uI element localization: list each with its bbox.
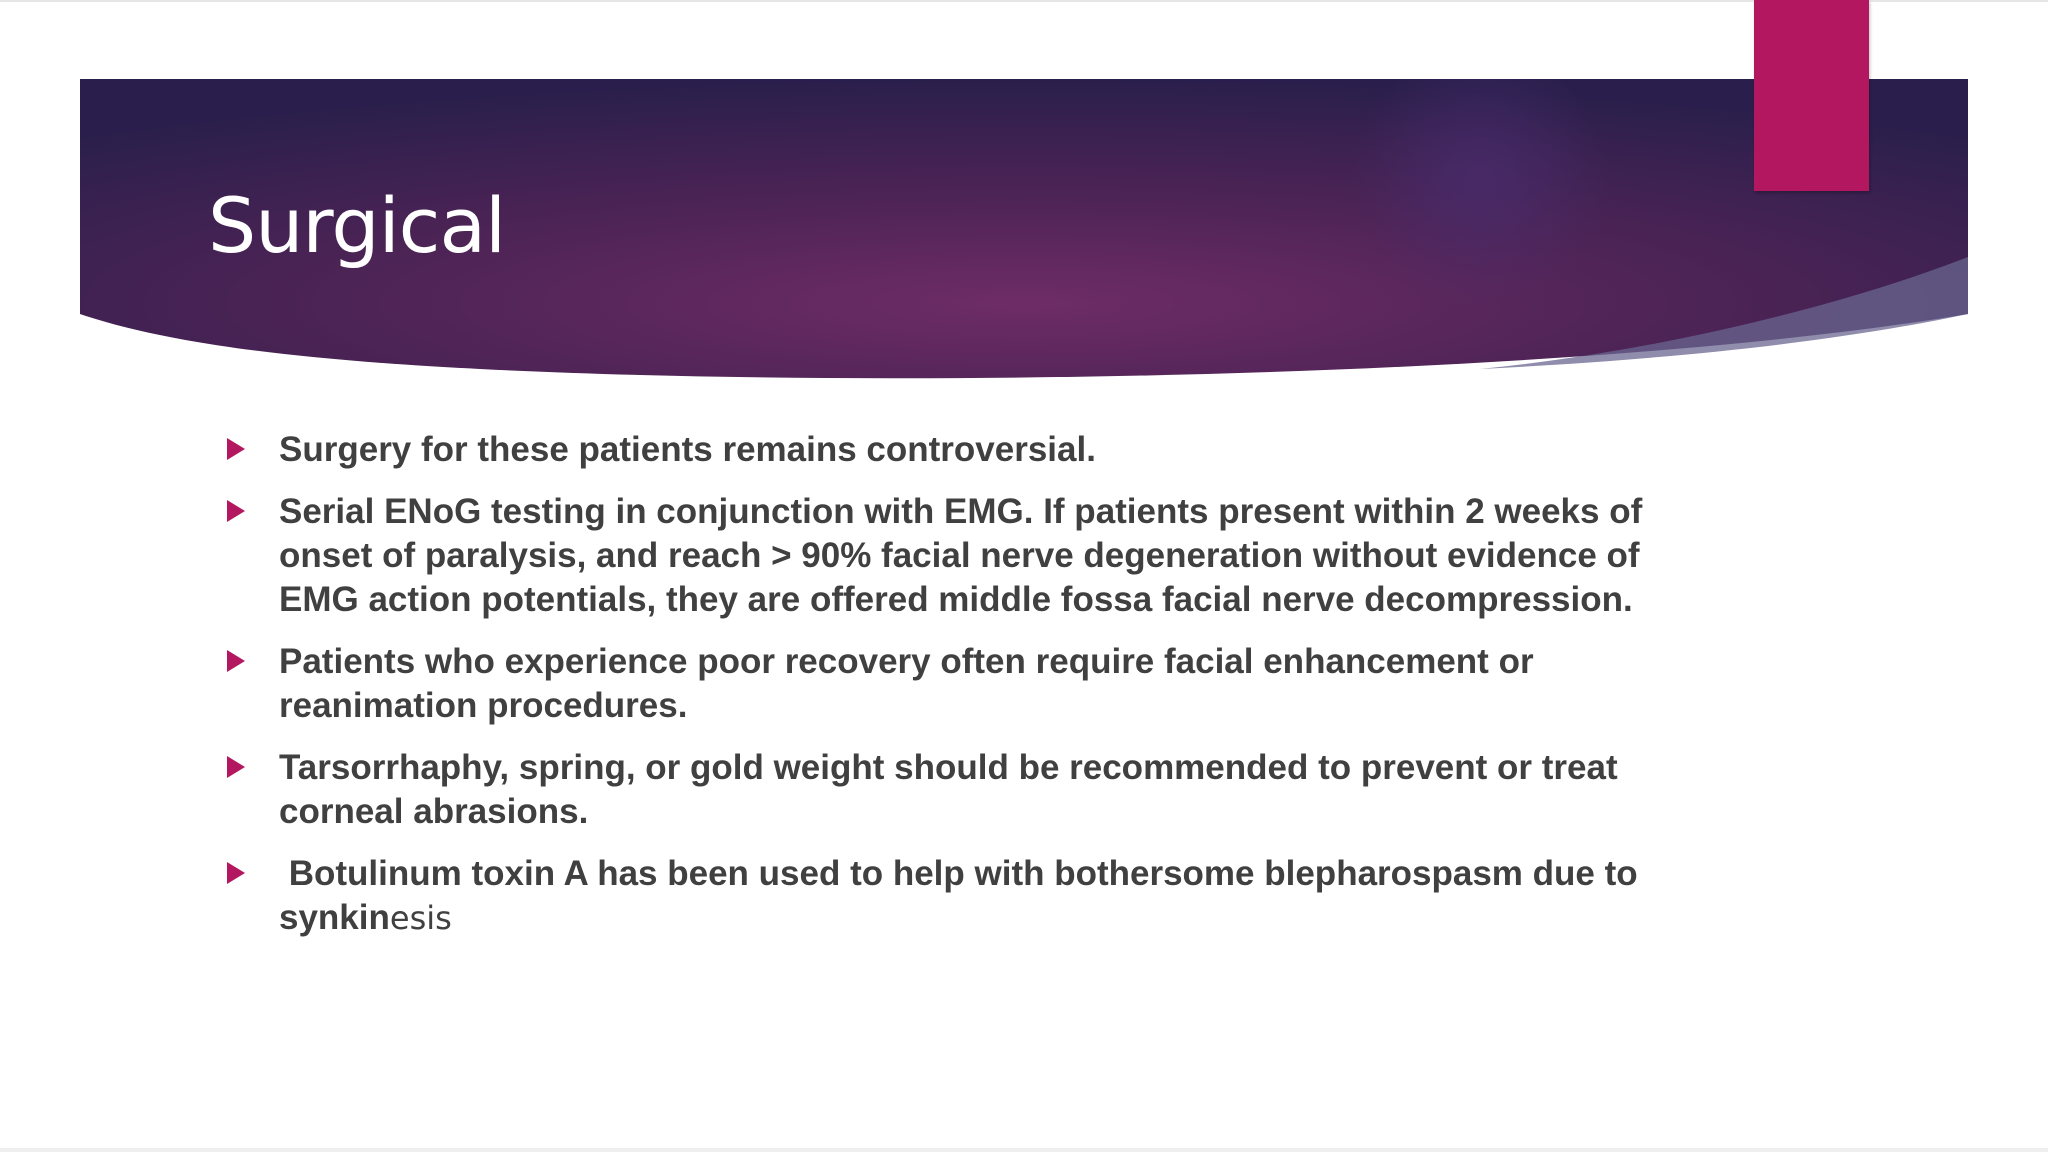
bullet-text: Surgery for these patients remains controversial. [279, 430, 1096, 469]
list-item [226, 640, 1676, 728]
bullet-text: Patients who experience poor recovery often require facial enhancement or reanimation procedures. [279, 642, 1534, 725]
triangle-bullet-icon [227, 862, 245, 884]
bullet-list [226, 428, 1676, 958]
triangle-bullet-icon [227, 756, 245, 778]
triangle-bullet-icon [227, 500, 245, 522]
slide-title: Surgical [208, 181, 506, 270]
triangle-bullet-icon [227, 650, 245, 672]
bullet-text: Serial ENoG testing in conjunction with EMG. If patients present within 2 weeks of onset of paralysis, and reach > 90% facial nerve degeneration without evidence of EMG action potentials, they are offered middle fossa facial nerve decompression. [279, 492, 1643, 619]
list-item [226, 852, 1676, 940]
list-item [226, 746, 1676, 834]
list-item [226, 490, 1676, 622]
bullet-text: Botulinum toxin A has been used to help with bothersome blepharospasm due to synkin [279, 854, 1648, 937]
bullet-text: Tarsorrhaphy, spring, or gold weight should be recommended to prevent or treat corneal abrasions. [279, 748, 1618, 831]
bullet-text-light: esis [389, 899, 452, 937]
accent-tab [1754, 0, 1869, 191]
triangle-bullet-icon [227, 438, 245, 460]
slide-bottom-border [0, 1148, 2048, 1152]
list-item [226, 428, 1676, 472]
slide-top-border [0, 0, 2048, 2]
